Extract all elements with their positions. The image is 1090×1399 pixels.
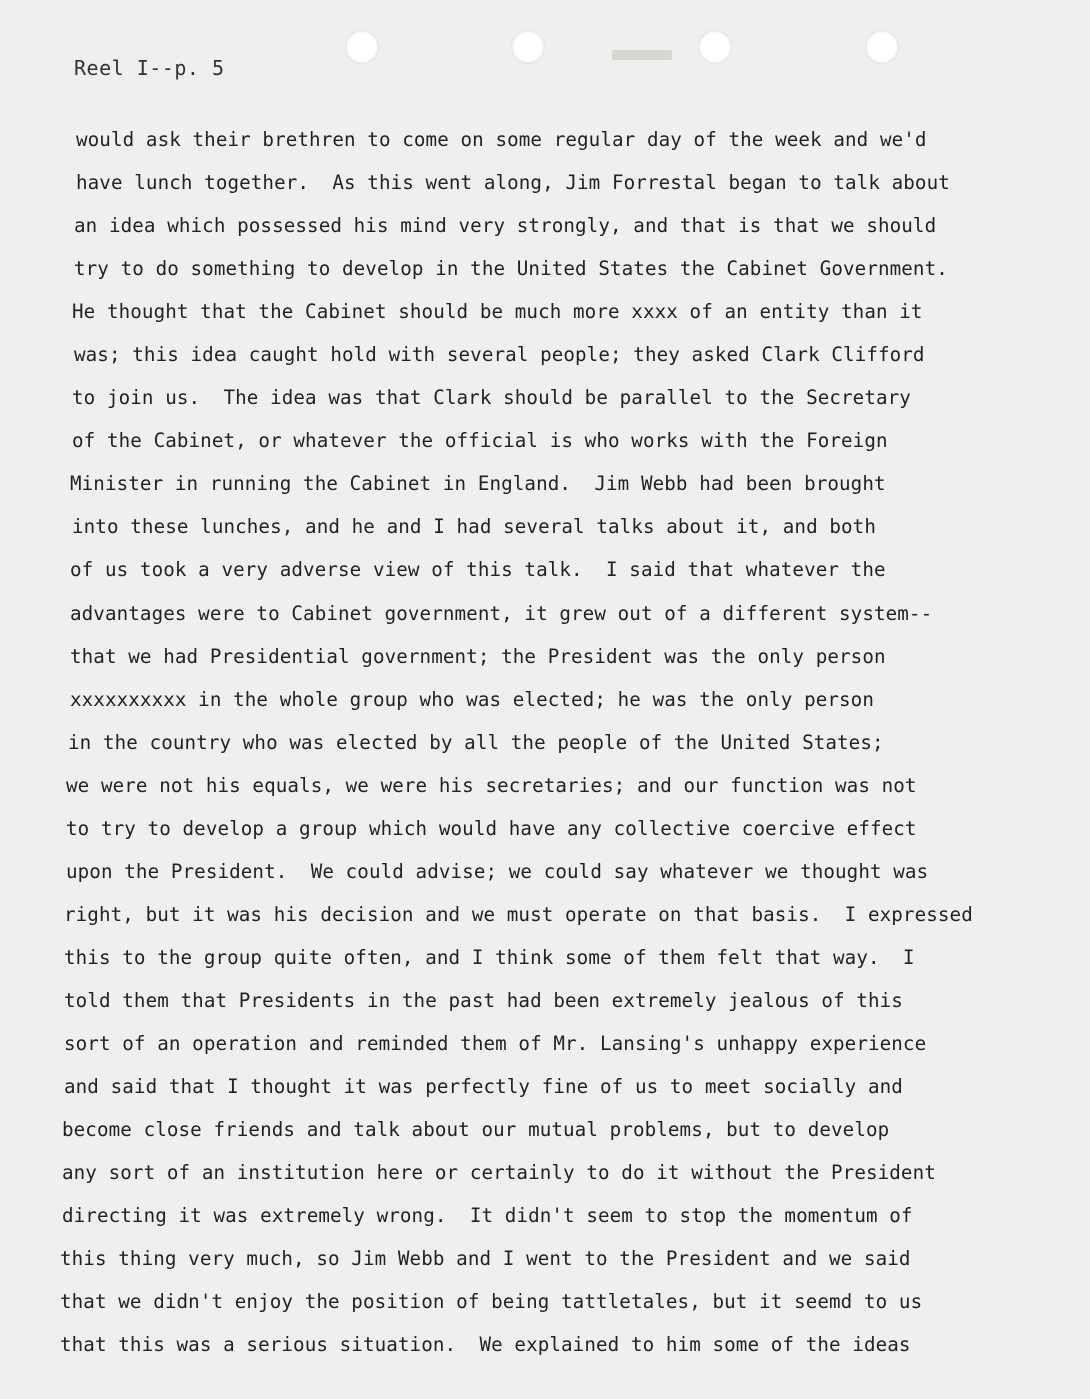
text-line: that we didn't enjoy the position of being tattletales, but it seemd to us xyxy=(60,1290,923,1314)
text-line: directing it was extremely wrong. It didn't seem to stop the momentum of xyxy=(62,1204,913,1228)
text-line: advantages were to Cabinet government, it grew out of a different system-- xyxy=(70,601,933,625)
text-line: this to the group quite often, and I think some of them felt that way. I xyxy=(64,945,915,969)
text-line: that this was a serious situation. We explained to him some of the ideas xyxy=(60,1333,911,1357)
text-line: in the country who was elected by all the people of the United States; xyxy=(68,730,884,754)
punch-hole-2 xyxy=(511,30,545,64)
text-line: sort of an operation and reminded them of Mr. Lansing's unhappy experience xyxy=(64,1031,927,1055)
text-line: Minister in running the Cabinet in England. Jim Webb had been brought xyxy=(70,472,886,496)
punch-hole-4 xyxy=(865,30,899,64)
text-line: was; this idea caught hold with several people; they asked Clark Clifford xyxy=(74,343,925,367)
punch-hole-1 xyxy=(345,30,379,64)
text-line: have lunch together. As this went along, Jim Forrestal began to talk about xyxy=(76,171,950,195)
text-line: that we had Presidential government; the President was the only person xyxy=(70,644,886,668)
text-line: any sort of an institution here or certainly to do it without the President xyxy=(62,1161,936,1185)
faint-stamp-mark xyxy=(612,50,672,60)
page-label: Reel I--p. 5 xyxy=(74,56,225,80)
text-line: to join us. The idea was that Clark should be parallel to the Secretary xyxy=(72,386,911,410)
text-line: of us took a very adverse view of this talk. I said that whatever the xyxy=(70,558,886,582)
text-line: of the Cabinet, or whatever the official is who works with the Foreign xyxy=(72,429,888,453)
punch-hole-3 xyxy=(698,30,732,64)
text-line: this thing very much, so Jim Webb and I went to the President and we said xyxy=(60,1247,911,1271)
text-line: told them that Presidents in the past had been extremely jealous of this xyxy=(64,988,903,1012)
text-line: become close friends and talk about our mutual problems, but to develop xyxy=(62,1118,890,1142)
text-line: xxxxxxxxxx in the whole group who was elected; he was the only person xyxy=(70,687,874,711)
text-line: upon the President. We could advise; we could say whatever we thought was xyxy=(66,859,929,883)
text-line: into these lunches, and he and I had several talks about it, and both xyxy=(72,515,876,539)
text-line: we were not his equals, we were his secretaries; and our function was not xyxy=(66,773,917,797)
transcript-body xyxy=(60,118,1064,1366)
text-line: and said that I thought it was perfectly fine of us to meet socially and xyxy=(64,1075,903,1099)
text-line: an idea which possessed his mind very strongly, and that is that we should xyxy=(74,214,937,238)
text-line: to try to develop a group which would have any collective coercive effect xyxy=(66,816,917,840)
text-line: try to do something to develop in the United States the Cabinet Government. xyxy=(74,257,948,281)
text-line: He thought that the Cabinet should be much more xxxx of an entity than it xyxy=(72,300,923,324)
text-line: right, but it was his decision and we must operate on that basis. I expressed xyxy=(64,902,973,926)
text-line: would ask their brethren to come on some regular day of the week and we'd xyxy=(76,128,927,151)
